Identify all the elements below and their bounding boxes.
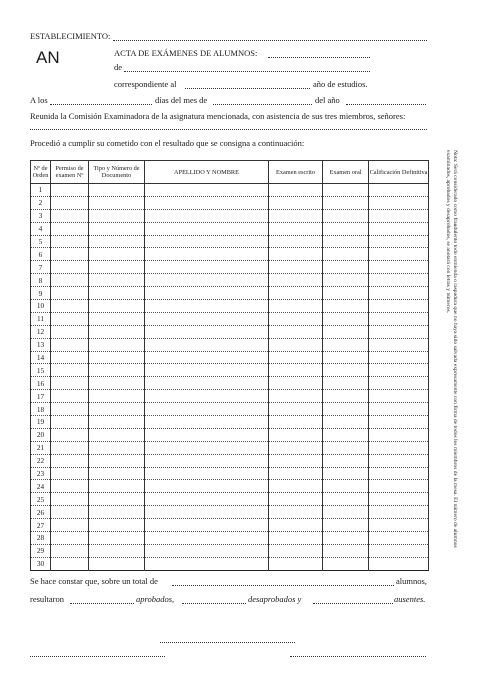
table-row [31,209,429,222]
oral-cell[interactable] [323,300,369,313]
oral-cell[interactable] [323,428,369,441]
nombre-cell[interactable] [145,261,269,274]
col-header-oral: Examen oral [323,161,369,184]
calificacion-cell[interactable] [369,532,429,545]
table-row [31,184,429,197]
documento-cell[interactable] [89,287,145,300]
calificacion-cell[interactable] [369,274,429,287]
year-field[interactable] [346,104,426,105]
permiso-cell[interactable] [51,416,89,429]
documento-cell[interactable] [89,209,145,222]
table-row [31,300,429,313]
permiso-cell[interactable] [51,493,89,506]
ausentes-field[interactable] [313,603,393,604]
table-row [31,480,429,493]
hace-constar-text: Se hace constar que, sobre un total de [30,576,158,586]
escrito-cell[interactable] [269,428,323,441]
permiso-cell[interactable] [51,480,89,493]
oral-cell[interactable] [323,312,369,325]
documento-cell[interactable] [89,441,145,454]
table-row [31,248,429,261]
escrito-cell[interactable] [269,184,323,197]
permiso-cell[interactable] [51,325,89,338]
documento-cell[interactable] [89,428,145,441]
anio-field[interactable] [185,88,310,89]
row-number: 25 [31,493,51,506]
row-number: 18 [31,403,51,416]
oral-cell[interactable] [323,377,369,390]
table-row [31,274,429,287]
calificacion-cell[interactable] [369,544,429,557]
calificacion-cell[interactable] [369,441,429,454]
permiso-cell[interactable] [51,519,89,532]
calificacion-cell[interactable] [369,222,429,235]
escrito-cell[interactable] [269,493,323,506]
documento-cell[interactable] [89,338,145,351]
documento-cell[interactable] [89,248,145,261]
escrito-cell[interactable] [269,235,323,248]
documento-cell[interactable] [89,390,145,403]
calificacion-cell[interactable] [369,287,429,300]
calificacion-cell[interactable] [369,300,429,313]
row-number: 3 [31,209,51,222]
oral-cell[interactable] [323,261,369,274]
permiso-cell[interactable] [51,390,89,403]
oral-cell[interactable] [323,557,369,570]
row-number: 27 [31,519,51,532]
del-anio-label: del año [315,95,340,105]
permiso-cell[interactable] [51,300,89,313]
oral-cell[interactable] [323,325,369,338]
form-code: AN [36,48,60,67]
permiso-cell[interactable] [51,364,89,377]
nombre-cell[interactable] [145,248,269,261]
side-note: Nota: Será considerado como fraudulento todo enmienda o raspadura que no haya sido salvada expresamente con firma de todos los miembros de la mesa. El número de alumnos examinados, aprobados y desaprobados, se anotará con letras y números. [445,150,458,548]
oral-cell[interactable] [323,467,369,480]
table-row [31,454,429,467]
establecimiento-label: ESTABLECIMIENTO: [30,31,111,41]
total-field[interactable] [172,585,394,586]
escrito-cell[interactable] [269,312,323,325]
documento-cell[interactable] [89,403,145,416]
col-header-calificacion: Calificación Definitiva [369,161,429,184]
escrito-cell[interactable] [269,196,323,209]
documento-cell[interactable] [89,222,145,235]
row-number: 4 [31,222,51,235]
calificacion-cell[interactable] [369,312,429,325]
row-number: 26 [31,506,51,519]
escrito-cell[interactable] [269,416,323,429]
row-number: 21 [31,441,51,454]
oral-cell[interactable] [323,519,369,532]
calificacion-cell[interactable] [369,248,429,261]
documento-cell[interactable] [89,300,145,313]
members-field[interactable] [30,129,427,130]
table-row [31,390,429,403]
oral-cell[interactable] [323,351,369,364]
calificacion-cell[interactable] [369,506,429,519]
nombre-cell[interactable] [145,390,269,403]
oral-cell[interactable] [323,493,369,506]
oral-cell[interactable] [323,338,369,351]
documento-cell[interactable] [89,261,145,274]
col-header-escrito: Examen escrito [269,161,323,184]
nombre-cell[interactable] [145,338,269,351]
escrito-cell[interactable] [269,274,323,287]
acta-field[interactable] [268,57,370,58]
table-row [31,196,429,209]
permiso-cell[interactable] [51,403,89,416]
permiso-cell[interactable] [51,222,89,235]
nombre-cell[interactable] [145,325,269,338]
escrito-cell[interactable] [269,454,323,467]
de-label: de [114,62,123,72]
nombre-cell[interactable] [145,364,269,377]
table-row [31,261,429,274]
permiso-cell[interactable] [51,428,89,441]
documento-cell[interactable] [89,467,145,480]
calificacion-cell[interactable] [369,493,429,506]
permiso-cell[interactable] [51,377,89,390]
permiso-cell[interactable] [51,338,89,351]
proceed-text: Procedió a cumplir su cometido con el resultado que se consigna a continuación: [30,138,305,148]
calificacion-cell[interactable] [369,235,429,248]
documento-cell[interactable] [89,196,145,209]
calificacion-cell[interactable] [369,338,429,351]
row-number: 15 [31,364,51,377]
intro-text: Reunida la Comisión Examinadora de la asignatura mencionada, con asistencia de sus tres miembros, señores: [30,111,406,121]
calificacion-cell[interactable] [369,184,429,197]
calificacion-cell[interactable] [369,428,429,441]
row-number: 6 [31,248,51,261]
permiso-cell[interactable] [51,441,89,454]
desaprobados-field[interactable] [182,603,246,604]
calificacion-cell[interactable] [369,261,429,274]
escrito-cell[interactable] [269,532,323,545]
row-number: 29 [31,544,51,557]
row-number: 10 [31,300,51,313]
col-header-permiso: Permiso de examen Nº [51,161,89,184]
nombre-cell[interactable] [145,493,269,506]
oral-cell[interactable] [323,454,369,467]
documento-cell[interactable] [89,532,145,545]
nombre-cell[interactable] [145,416,269,429]
calificacion-cell[interactable] [369,377,429,390]
table-row [31,351,429,364]
escrito-cell[interactable] [269,441,323,454]
nombre-cell[interactable] [145,519,269,532]
mes-field[interactable] [213,104,312,105]
permiso-cell[interactable] [51,261,89,274]
table-row [31,441,429,454]
nombre-cell[interactable] [145,377,269,390]
oral-cell[interactable] [323,287,369,300]
permiso-cell[interactable] [51,312,89,325]
oral-cell[interactable] [323,390,369,403]
escrito-cell[interactable] [269,557,323,570]
calificacion-cell[interactable] [369,351,429,364]
exam-table [30,160,429,571]
permiso-cell[interactable] [51,557,89,570]
table-row [31,506,429,519]
calificacion-cell[interactable] [369,390,429,403]
table-row [31,364,429,377]
permiso-cell[interactable] [51,274,89,287]
escrito-cell[interactable] [269,377,323,390]
col-header-nombre: APELLIDO Y NOMBRE [145,161,269,184]
documento-cell[interactable] [89,493,145,506]
nombre-cell[interactable] [145,222,269,235]
oral-cell[interactable] [323,416,369,429]
oral-cell[interactable] [323,544,369,557]
row-number: 28 [31,532,51,545]
permiso-cell[interactable] [51,351,89,364]
calificacion-cell[interactable] [369,196,429,209]
escrito-cell[interactable] [269,351,323,364]
nombre-cell[interactable] [145,532,269,545]
nombre-cell[interactable] [145,196,269,209]
permiso-cell[interactable] [51,248,89,261]
table-header-row [31,161,429,184]
establecimiento-field[interactable] [113,40,427,41]
table-row [31,544,429,557]
oral-cell[interactable] [323,441,369,454]
table-row [31,532,429,545]
documento-cell[interactable] [89,235,145,248]
row-number: 13 [31,338,51,351]
signature-line-center[interactable] [160,642,295,643]
nombre-cell[interactable] [145,428,269,441]
nombre-cell[interactable] [145,403,269,416]
row-number: 23 [31,467,51,480]
oral-cell[interactable] [323,506,369,519]
table-row [31,325,429,338]
documento-cell[interactable] [89,519,145,532]
row-number: 11 [31,312,51,325]
row-number: 9 [31,287,51,300]
permiso-cell[interactable] [51,506,89,519]
nombre-cell[interactable] [145,441,269,454]
documento-cell[interactable] [89,377,145,390]
escrito-cell[interactable] [269,544,323,557]
calificacion-cell[interactable] [369,416,429,429]
calificacion-cell[interactable] [369,480,429,493]
row-number: 17 [31,390,51,403]
escrito-cell[interactable] [269,300,323,313]
nombre-cell[interactable] [145,480,269,493]
table-body [31,184,429,571]
oral-cell[interactable] [323,274,369,287]
permiso-cell[interactable] [51,287,89,300]
nombre-cell[interactable] [145,274,269,287]
table-row [31,287,429,300]
row-number: 5 [31,235,51,248]
nombre-cell[interactable] [145,209,269,222]
oral-cell[interactable] [323,184,369,197]
documento-cell[interactable] [89,184,145,197]
oral-cell[interactable] [323,364,369,377]
signature-line-left[interactable] [30,656,165,657]
documento-cell[interactable] [89,544,145,557]
table-row [31,557,429,570]
calificacion-cell[interactable] [369,209,429,222]
documento-cell[interactable] [89,416,145,429]
row-number: 12 [31,325,51,338]
escrito-cell[interactable] [269,261,323,274]
signature-line-right[interactable] [290,656,426,657]
oral-cell[interactable] [323,248,369,261]
oral-cell[interactable] [323,196,369,209]
calificacion-cell[interactable] [369,454,429,467]
permiso-cell[interactable] [51,209,89,222]
table-row [31,467,429,480]
documento-cell[interactable] [89,454,145,467]
row-number: 8 [31,274,51,287]
nombre-cell[interactable] [145,312,269,325]
alumnos-label: alumnos, [396,576,427,586]
col-header-documento: Tipo y Número de Documento [89,161,145,184]
a-los-label: A los [30,95,48,105]
de-field[interactable] [124,71,370,72]
aprobados-field[interactable] [70,603,134,604]
table-row [31,403,429,416]
escrito-cell[interactable] [269,325,323,338]
escrito-cell[interactable] [269,519,323,532]
nombre-cell[interactable] [145,557,269,570]
row-number: 14 [31,351,51,364]
table-row [31,338,429,351]
row-number: 22 [31,454,51,467]
nombre-cell[interactable] [145,544,269,557]
nombre-cell[interactable] [145,287,269,300]
permiso-cell[interactable] [51,184,89,197]
oral-cell[interactable] [323,209,369,222]
oral-cell[interactable] [323,532,369,545]
ausentes-label: ausentes. [394,594,426,604]
oral-cell[interactable] [323,480,369,493]
permiso-cell[interactable] [51,532,89,545]
permiso-cell[interactable] [51,196,89,209]
aprobados-label: aprobados, [136,594,175,604]
calificacion-cell[interactable] [369,519,429,532]
escrito-cell[interactable] [269,364,323,377]
permiso-cell[interactable] [51,544,89,557]
dias-field[interactable] [50,104,152,105]
calificacion-cell[interactable] [369,403,429,416]
table-row [31,493,429,506]
nombre-cell[interactable] [145,184,269,197]
dias-del-mes-label: días del mes de [155,95,208,105]
escrito-cell[interactable] [269,222,323,235]
acta-title: ACTA DE EXÁMENES DE ALUMNOS: [114,48,258,58]
oral-cell[interactable] [323,403,369,416]
row-number: 2 [31,196,51,209]
table-row [31,222,429,235]
nombre-cell[interactable] [145,506,269,519]
row-number: 24 [31,480,51,493]
col-header-orden: Nº de Orden [31,161,51,184]
escrito-cell[interactable] [269,467,323,480]
documento-cell[interactable] [89,351,145,364]
nombre-cell[interactable] [145,454,269,467]
permiso-cell[interactable] [51,467,89,480]
nombre-cell[interactable] [145,235,269,248]
table-row [31,519,429,532]
table-row [31,416,429,429]
documento-cell[interactable] [89,364,145,377]
resultaron-label: resultaron [30,594,64,604]
nombre-cell[interactable] [145,351,269,364]
documento-cell[interactable] [89,274,145,287]
permiso-cell[interactable] [51,454,89,467]
oral-cell[interactable] [323,222,369,235]
escrito-cell[interactable] [269,209,323,222]
escrito-cell[interactable] [269,338,323,351]
row-number: 7 [31,261,51,274]
row-number: 1 [31,184,51,197]
desaprobados-label: desaprobados y [248,594,302,604]
row-number: 16 [31,377,51,390]
escrito-cell[interactable] [269,287,323,300]
calificacion-cell[interactable] [369,467,429,480]
documento-cell[interactable] [89,506,145,519]
table-row [31,235,429,248]
nombre-cell[interactable] [145,467,269,480]
table-row [31,377,429,390]
table-row [31,428,429,441]
documento-cell[interactable] [89,480,145,493]
calificacion-cell[interactable] [369,557,429,570]
escrito-cell[interactable] [269,390,323,403]
table-row [31,312,429,325]
oral-cell[interactable] [323,235,369,248]
escrito-cell[interactable] [269,248,323,261]
row-number: 19 [31,416,51,429]
row-number: 30 [31,557,51,570]
documento-cell[interactable] [89,557,145,570]
row-number: 20 [31,428,51,441]
correspondiente-label: correspondiente al [114,79,177,89]
permiso-cell[interactable] [51,235,89,248]
escrito-cell[interactable] [269,403,323,416]
calificacion-cell[interactable] [369,325,429,338]
escrito-cell[interactable] [269,480,323,493]
calificacion-cell[interactable] [369,364,429,377]
documento-cell[interactable] [89,325,145,338]
nombre-cell[interactable] [145,300,269,313]
escrito-cell[interactable] [269,506,323,519]
documento-cell[interactable] [89,312,145,325]
anio-label: año de estudios. [313,79,368,89]
